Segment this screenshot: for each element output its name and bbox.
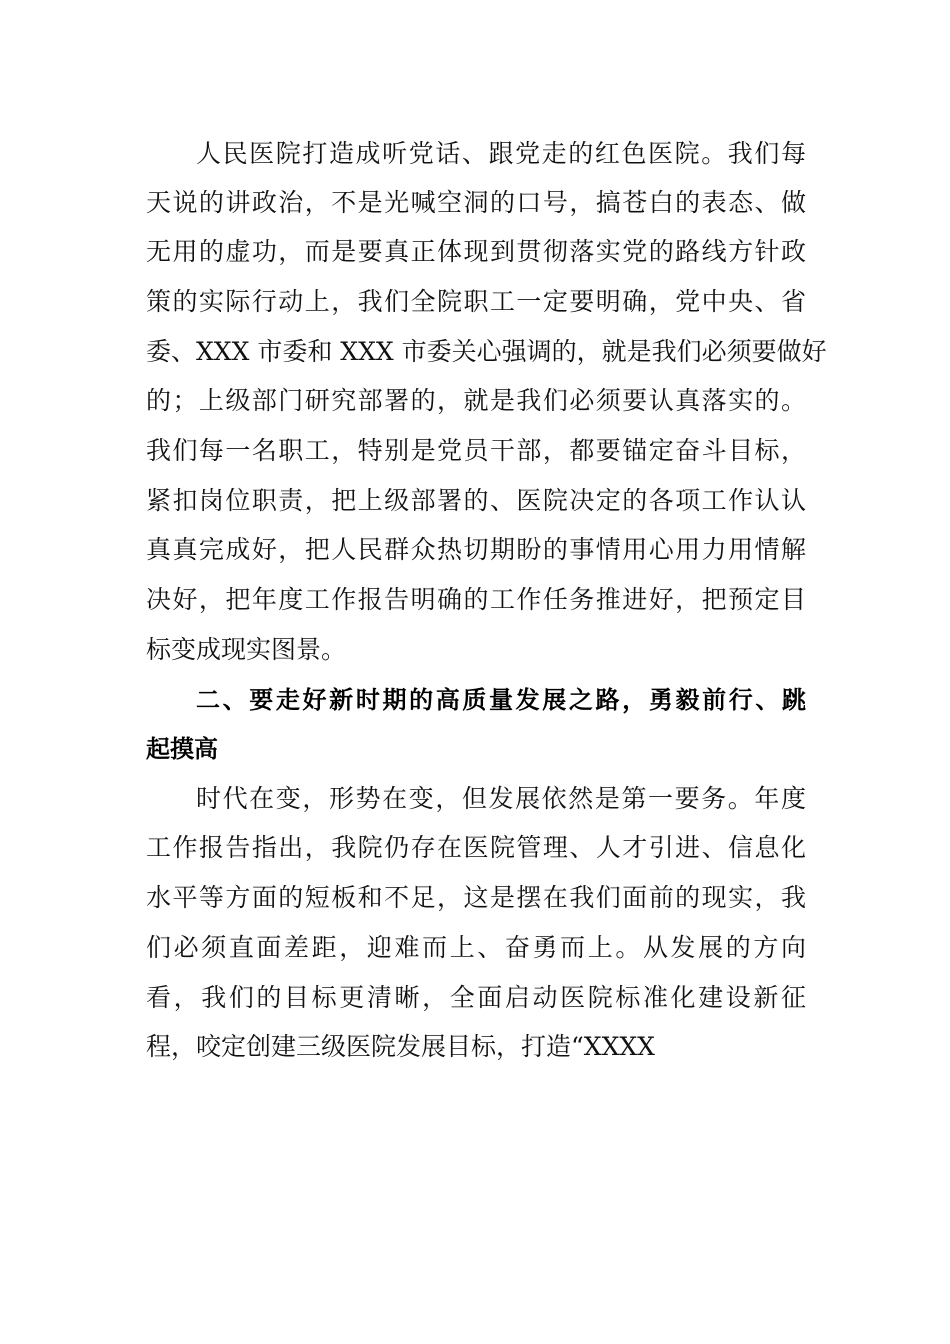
paragraph-line: 我们每一名职工，特别是党员干部，都要锚定奋斗目标， — [146, 436, 806, 465]
paragraph-line: 委、XXX 市委和 XXX 市委关心强调的，就是我们必须要做好 — [146, 337, 827, 366]
heading-line: 起摸高 — [146, 735, 218, 763]
paragraph-line: 程，咬定创建三级医院发展目标，打造“XXXX — [146, 1032, 655, 1061]
paragraph-line: 标变成现实图景。 — [146, 635, 347, 664]
paragraph-line: 真真完成好，把人民群众热切期盼的事情用心用力用情解 — [146, 535, 806, 564]
paragraph-line: 时代在变，形势在变，但发展依然是第一要务。年度 — [196, 784, 806, 813]
paragraph-line: 天说的讲政治，不是光喊空洞的口号，搞苍白的表态、做 — [146, 188, 806, 217]
paragraph-line: 们必须直面差距，迎难而上、奋勇而上。从发展的方向 — [146, 933, 806, 962]
paragraph-line: 的；上级部门研究部署的，就是我们必须要认真落实的。 — [146, 386, 806, 415]
paragraph-line: 决好，把年度工作报告明确的工作任务推进好，把预定目 — [146, 585, 806, 614]
paragraph-line: 水平等方面的短板和不足，这是摆在我们面前的现实，我 — [146, 883, 806, 912]
paragraph-line: 工作报告指出，我院仍存在医院管理、人才引进、信息化 — [146, 833, 806, 862]
paragraph-line: 无用的虚功，而是要真正体现到贯彻落实党的路线方针政 — [146, 237, 806, 266]
paragraph-line: 策的实际行动上，我们全院职工一定要明确，党中央、省 — [146, 287, 806, 316]
heading-line: 二、要走好新时期的高质量发展之路，勇毅前行、跳 — [196, 686, 806, 714]
paragraph-line: 看，我们的目标更清晰，全面启动医院标准化建设新征 — [146, 983, 806, 1012]
paragraph-line: 人民医院打造成听党话、跟党走的红色医院。我们每 — [196, 139, 806, 168]
paragraph-line: 紧扣岗位职责，把上级部署的、医院决定的各项工作认认 — [146, 486, 806, 515]
